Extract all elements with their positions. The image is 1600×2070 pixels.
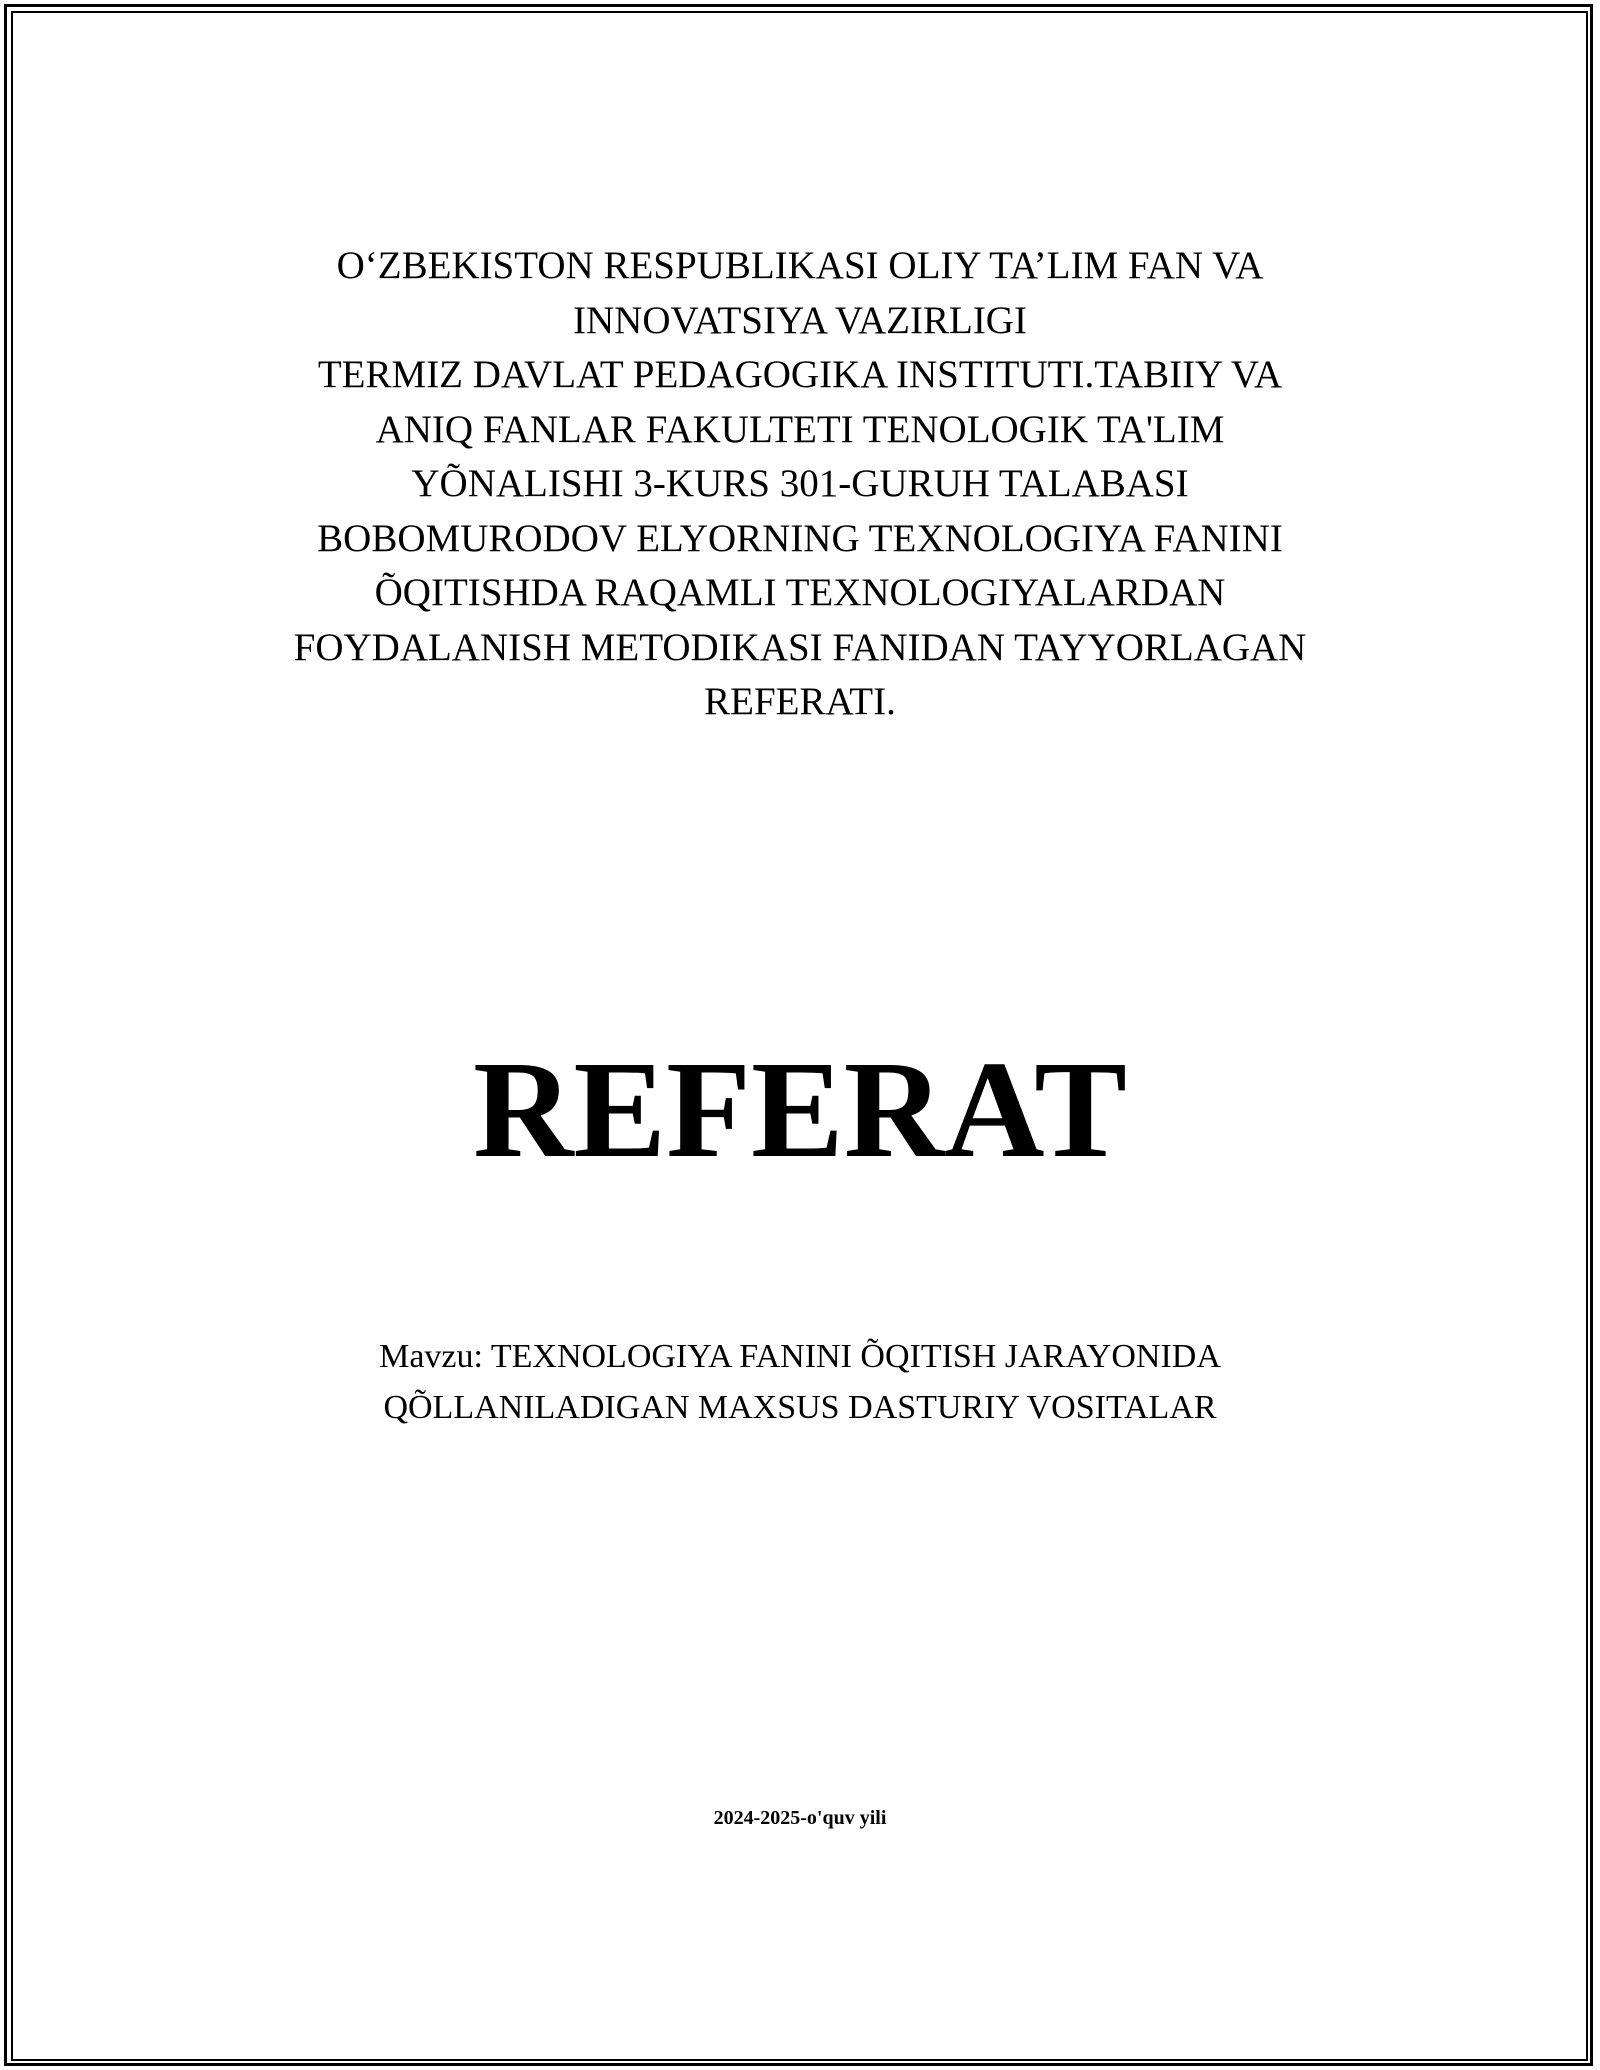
institution-header xyxy=(200,239,1400,730)
topic-line: QÕLLANILADIGAN MAXSUS DASTURIY VOSITALAR xyxy=(383,1389,1217,1426)
header-line: TERMIZ DAVLAT PEDAGOGIKA INSTITUTI.TABIIY VA xyxy=(317,353,1283,396)
header-line: O‘ZBEKISTON RESPUBLIKASI OLIY TA’LIM FAN VA xyxy=(336,244,1264,287)
header-line: FOYDALANISH METODIKASI FANIDAN TAYYORLAGAN xyxy=(293,625,1307,669)
header-line: YÕNALISHI 3-KURS 301-GURUH TALABASI xyxy=(411,462,1189,505)
document-title: REFERAT xyxy=(473,1033,1127,1187)
academic-year: 2024-2025-o'quv yili xyxy=(713,1807,887,1829)
header-line: ÕQITISHDA RAQAMLI TEXNOLOGIYALARDAN xyxy=(374,571,1226,614)
header-line: BOBOMURODOV ELYORNING TEXNOLOGIYA FANINI xyxy=(317,516,1283,560)
header-line: REFERATI. xyxy=(704,680,896,723)
topic-line: Mavzu: TEXNOLOGIYA FANINI ÕQITISH JARAYONIDA xyxy=(379,1338,1221,1375)
topic-block xyxy=(200,1331,1400,1433)
header-line: INNOVATSIYA VAZIRLIGI xyxy=(573,298,1027,342)
header-line: ANIQ FANLAR FAKULTETI TENOLOGIK TA'LIM xyxy=(375,407,1225,451)
